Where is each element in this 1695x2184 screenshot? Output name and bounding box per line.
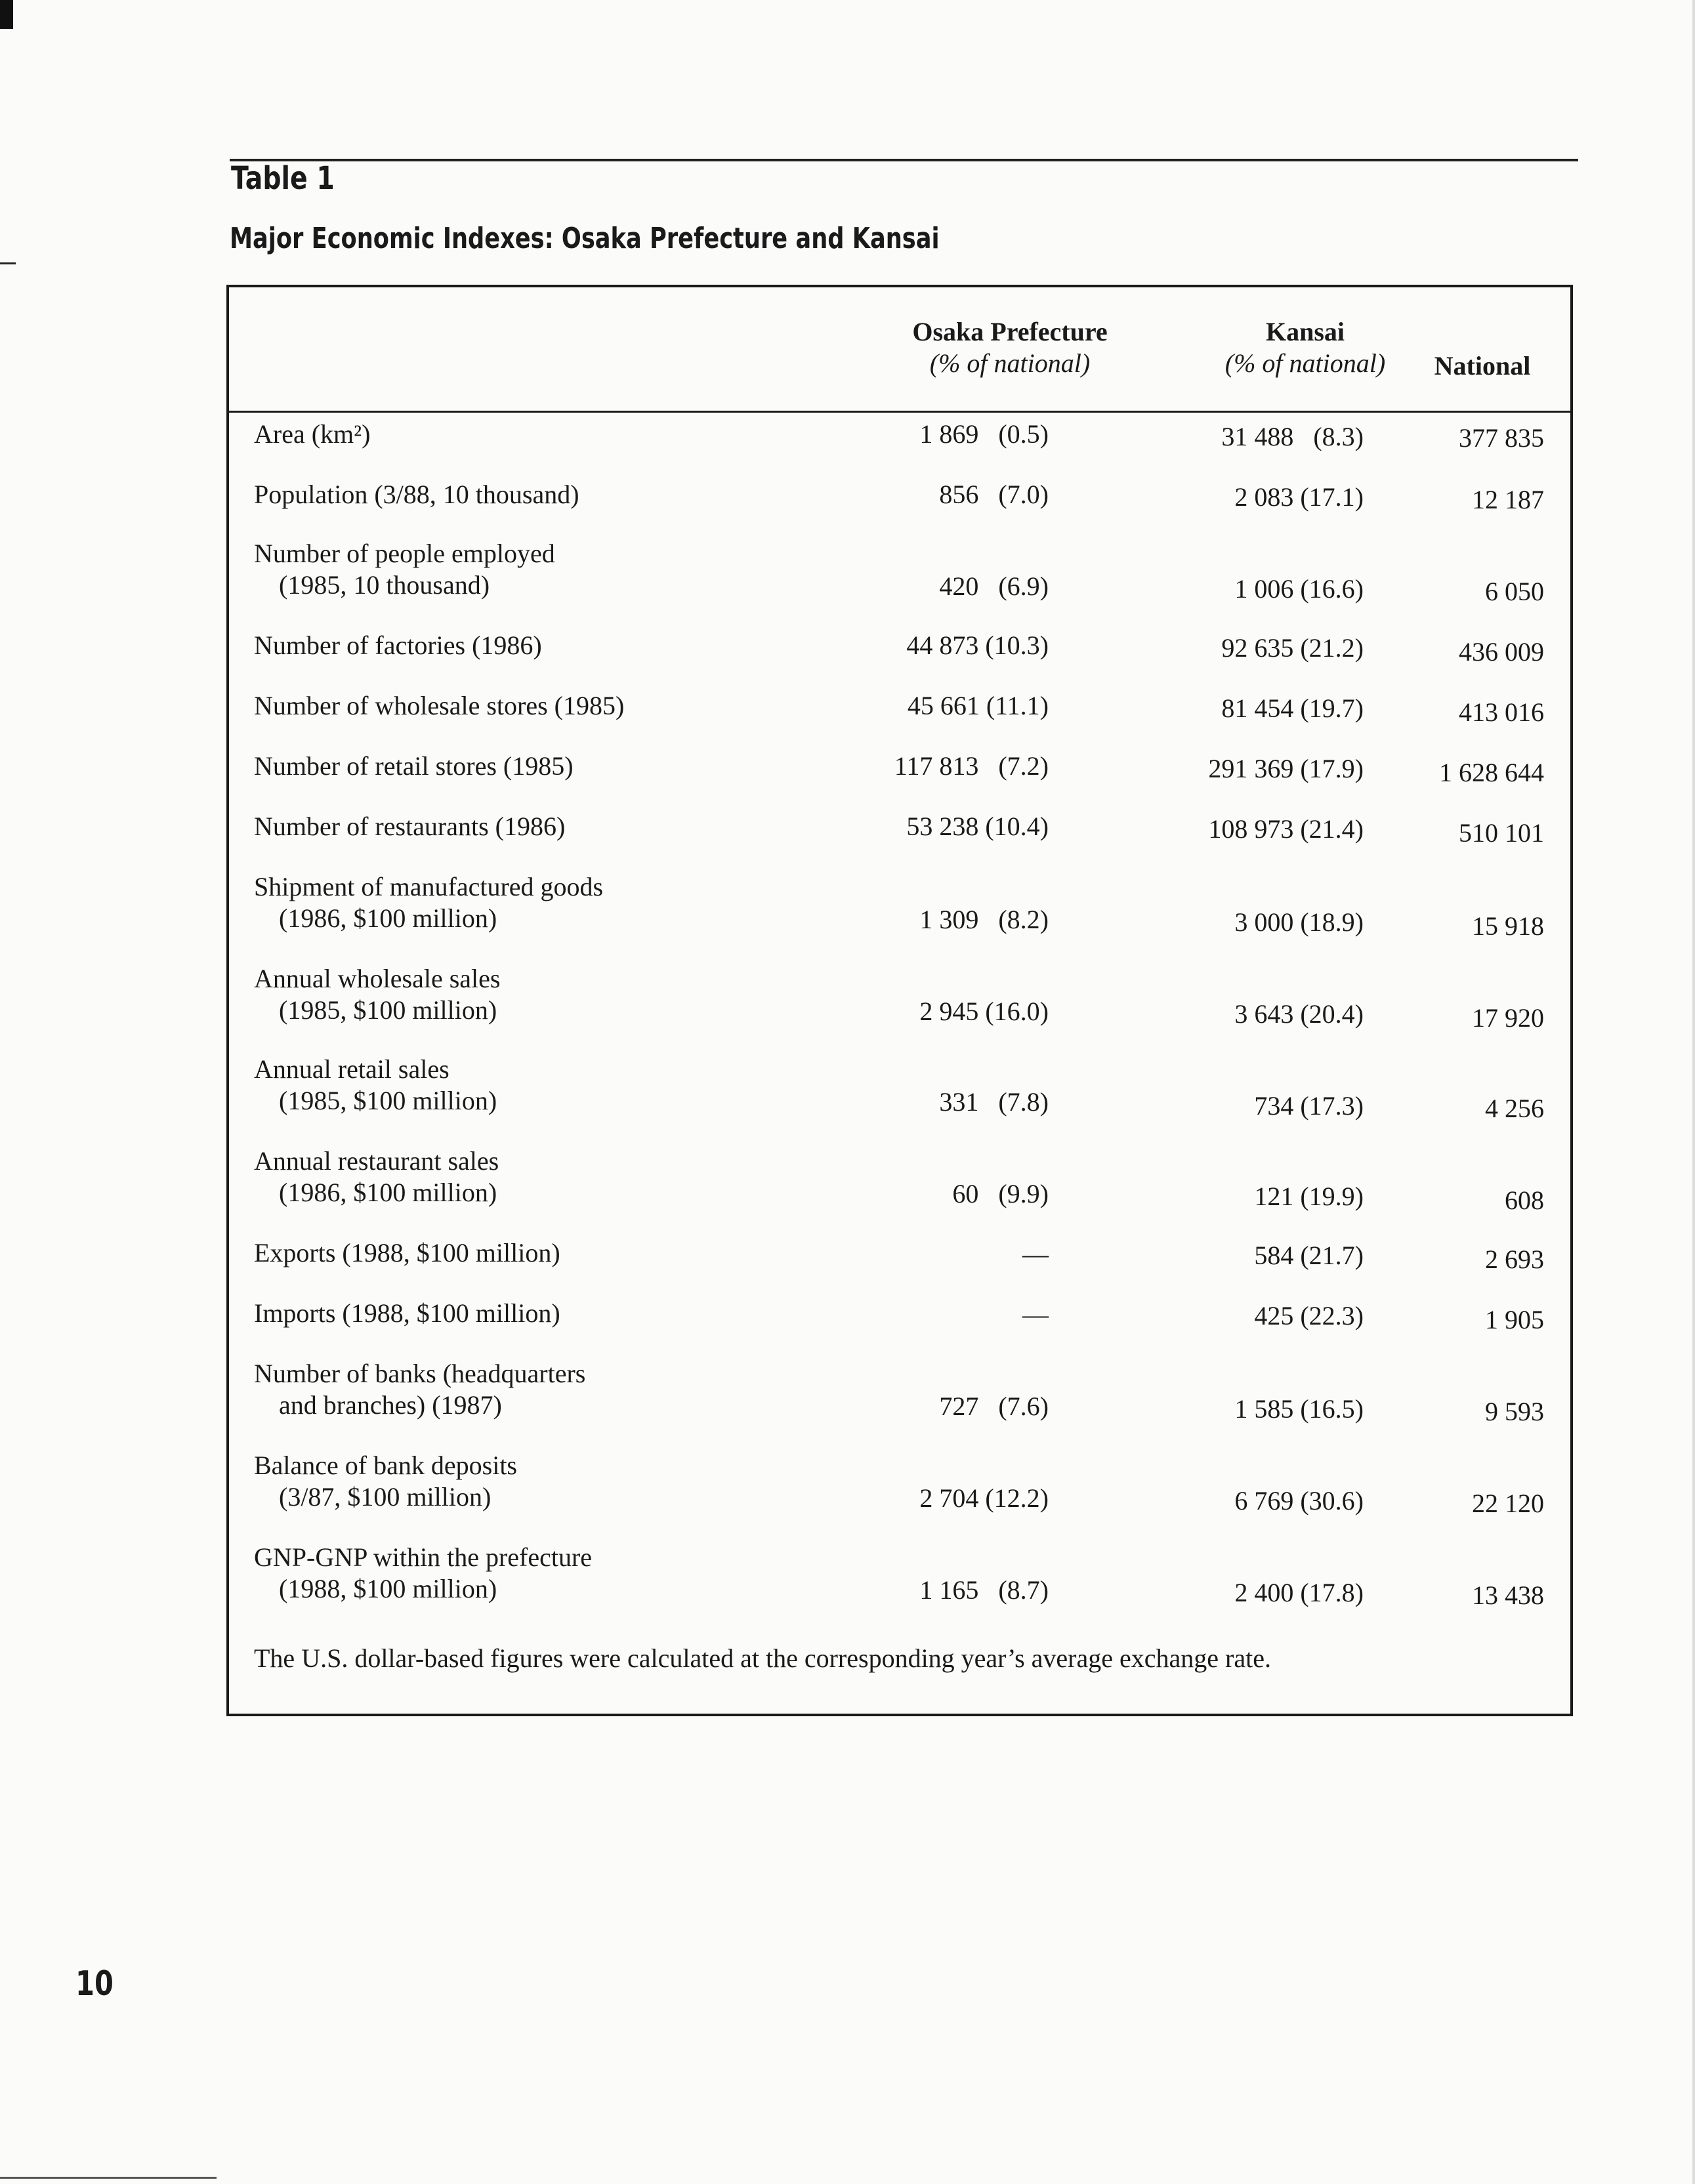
cell-national: 17 920	[1472, 1003, 1544, 1033]
table-footnote: The U.S. dollar-based figures were calculated at the corresponding year’s average exchange rate.	[254, 1643, 1271, 1673]
cell-osaka: 44 873 (10.3)	[906, 630, 1049, 660]
cell-national: 12 187	[1472, 485, 1544, 514]
row-label-line-2: (1986, $100 million)	[279, 1178, 497, 1207]
cell-kansai: 3 000 (18.9)	[1234, 907, 1364, 937]
cell-national: 6 050	[1485, 577, 1544, 606]
row-label	[254, 479, 579, 510]
row-label-line-1: Annual restaurant sales	[254, 1146, 499, 1176]
column-header-national-title: National	[1434, 351, 1531, 381]
table-label: Table 1	[231, 160, 335, 197]
row-label	[254, 1054, 497, 1117]
cell-national: 13 438	[1472, 1580, 1544, 1610]
cell-national: 377 835	[1459, 423, 1544, 453]
data-table	[226, 285, 1573, 1716]
row-label	[254, 1358, 585, 1421]
row-label-line-2: (1985, $100 million)	[279, 995, 497, 1025]
row-label-line-1: GNP-GNP within the prefecture	[254, 1542, 593, 1572]
row-label-line-1: Balance of bank deposits	[254, 1451, 517, 1480]
cell-osaka: 1 869 (0.5)	[919, 419, 1049, 449]
cell-kansai: 31 488 (8.3)	[1221, 422, 1364, 451]
cell-osaka: 53 238 (10.4)	[906, 812, 1049, 841]
row-label-line-1: Imports (1988, $100 million)	[254, 1298, 560, 1328]
row-label-line-1: Number of restaurants (1986)	[254, 812, 566, 841]
cell-osaka: 1 309 (8.2)	[919, 905, 1049, 934]
cell-kansai: 2 400 (17.8)	[1234, 1578, 1364, 1607]
row-label	[254, 630, 542, 661]
row-label-line-1: Number of retail stores (1985)	[254, 751, 574, 781]
row-label-line-1: Annual wholesale sales	[254, 964, 501, 993]
row-label-line-1: Annual retail sales	[254, 1054, 450, 1084]
row-label	[254, 1298, 560, 1329]
row-label-line-1: Number of wholesale stores (1985)	[254, 691, 625, 720]
cell-osaka: 1 165 (8.7)	[919, 1575, 1049, 1605]
cell-kansai: 92 635 (21.2)	[1221, 633, 1364, 663]
row-label-line-2: (1988, $100 million)	[279, 1574, 497, 1603]
cell-national: 436 009	[1459, 637, 1544, 667]
cell-national: 510 101	[1459, 818, 1544, 848]
row-label	[254, 963, 500, 1026]
column-header-osaka-subtitle: (% of national)	[929, 348, 1091, 378]
row-label	[254, 1237, 560, 1269]
row-label-line-1: Population (3/88, 10 thousand)	[254, 480, 579, 509]
cell-osaka: —	[1022, 1300, 1049, 1329]
table-row	[229, 963, 1570, 1048]
cell-osaka: 117 813 (7.2)	[894, 751, 1049, 781]
cell-kansai: 1 006 (16.6)	[1234, 574, 1364, 604]
cell-kansai: 291 369 (17.9)	[1208, 754, 1364, 783]
table-row	[229, 1054, 1570, 1139]
cell-kansai: 425 (22.3)	[1254, 1301, 1364, 1330]
row-label-line-1: Number of factories (1986)	[254, 630, 542, 660]
cell-osaka: 45 661 (11.1)	[907, 691, 1049, 720]
scan-edge-mark	[0, 262, 16, 264]
table-row	[229, 538, 1570, 623]
row-label-line-2: (1986, $100 million)	[279, 903, 497, 933]
column-header-kansai-subtitle: (% of national)	[1224, 348, 1386, 378]
row-label	[254, 751, 574, 782]
row-label	[254, 538, 555, 601]
row-label	[254, 1450, 517, 1513]
table-row	[229, 1358, 1570, 1443]
cell-kansai: 108 973 (21.4)	[1208, 814, 1364, 844]
row-label-line-1: Number of people employed	[254, 539, 555, 568]
cell-kansai: 3 643 (20.4)	[1234, 999, 1364, 1029]
cell-osaka: 420 (6.9)	[939, 571, 1049, 601]
row-label-line-1: Shipment of manufactured goods	[254, 872, 604, 901]
top-rule	[230, 159, 1578, 161]
cell-national: 22 120	[1472, 1489, 1544, 1518]
table-title: Major Economic Indexes: Osaka Prefecture and Kansai	[230, 222, 940, 255]
cell-national: 4 256	[1485, 1094, 1544, 1123]
cell-osaka: 2 704 (12.2)	[919, 1483, 1049, 1513]
row-label	[254, 690, 624, 722]
row-label-line-2: (3/87, $100 million)	[279, 1482, 492, 1512]
cell-osaka: 2 945 (16.0)	[919, 997, 1049, 1026]
page-number: 10	[75, 1964, 114, 2004]
row-label	[254, 871, 603, 934]
row-label-line-2: (1985, 10 thousand)	[279, 570, 490, 600]
cell-osaka: 856 (7.0)	[939, 480, 1049, 509]
cell-kansai: 1 585 (16.5)	[1234, 1394, 1364, 1424]
table-row	[229, 1450, 1570, 1535]
cell-kansai: 584 (21.7)	[1254, 1241, 1364, 1270]
cell-kansai: 2 083 (17.1)	[1234, 482, 1364, 512]
cell-osaka: 60 (9.9)	[952, 1179, 1049, 1208]
row-label-line-1: Area (km²)	[254, 419, 371, 449]
cell-national: 1 905	[1485, 1305, 1544, 1334]
cell-national: 413 016	[1459, 697, 1544, 727]
cell-national: 608	[1505, 1185, 1544, 1215]
cell-national: 9 593	[1485, 1397, 1544, 1426]
column-header-national	[1351, 350, 1614, 382]
cell-kansai: 6 769 (30.6)	[1234, 1486, 1364, 1515]
row-label-line-2: and branches) (1987)	[279, 1390, 502, 1420]
cell-osaka: —	[1022, 1239, 1049, 1269]
cell-national: 15 918	[1472, 911, 1544, 941]
row-label-line-1: Exports (1988, $100 million)	[254, 1238, 560, 1267]
column-header-osaka-title: Osaka Prefecture	[912, 317, 1108, 346]
row-label	[254, 811, 565, 842]
scan-edge-line	[0, 2177, 217, 2179]
table-row	[229, 871, 1570, 957]
row-label-line-1: Number of banks (headquarters	[254, 1359, 586, 1388]
cell-kansai: 81 454 (19.7)	[1221, 693, 1364, 723]
cell-national: 2 693	[1485, 1245, 1544, 1274]
table-row	[229, 1542, 1570, 1627]
cell-national: 1 628 644	[1439, 758, 1544, 787]
cell-osaka: 331 (7.8)	[939, 1087, 1049, 1117]
scan-right-edge	[1692, 0, 1695, 2184]
row-label	[254, 419, 370, 450]
cell-kansai: 734 (17.3)	[1254, 1091, 1364, 1121]
cell-osaka: 727 (7.6)	[939, 1391, 1049, 1421]
column-header-kansai-title: Kansai	[1265, 317, 1345, 346]
row-label	[254, 1145, 499, 1208]
table-row	[229, 1145, 1570, 1231]
cell-kansai: 121 (19.9)	[1254, 1182, 1364, 1211]
scan-corner-mark	[0, 0, 13, 29]
row-label-line-2: (1985, $100 million)	[279, 1086, 497, 1115]
row-label	[254, 1542, 592, 1605]
header-rule	[229, 411, 1570, 413]
